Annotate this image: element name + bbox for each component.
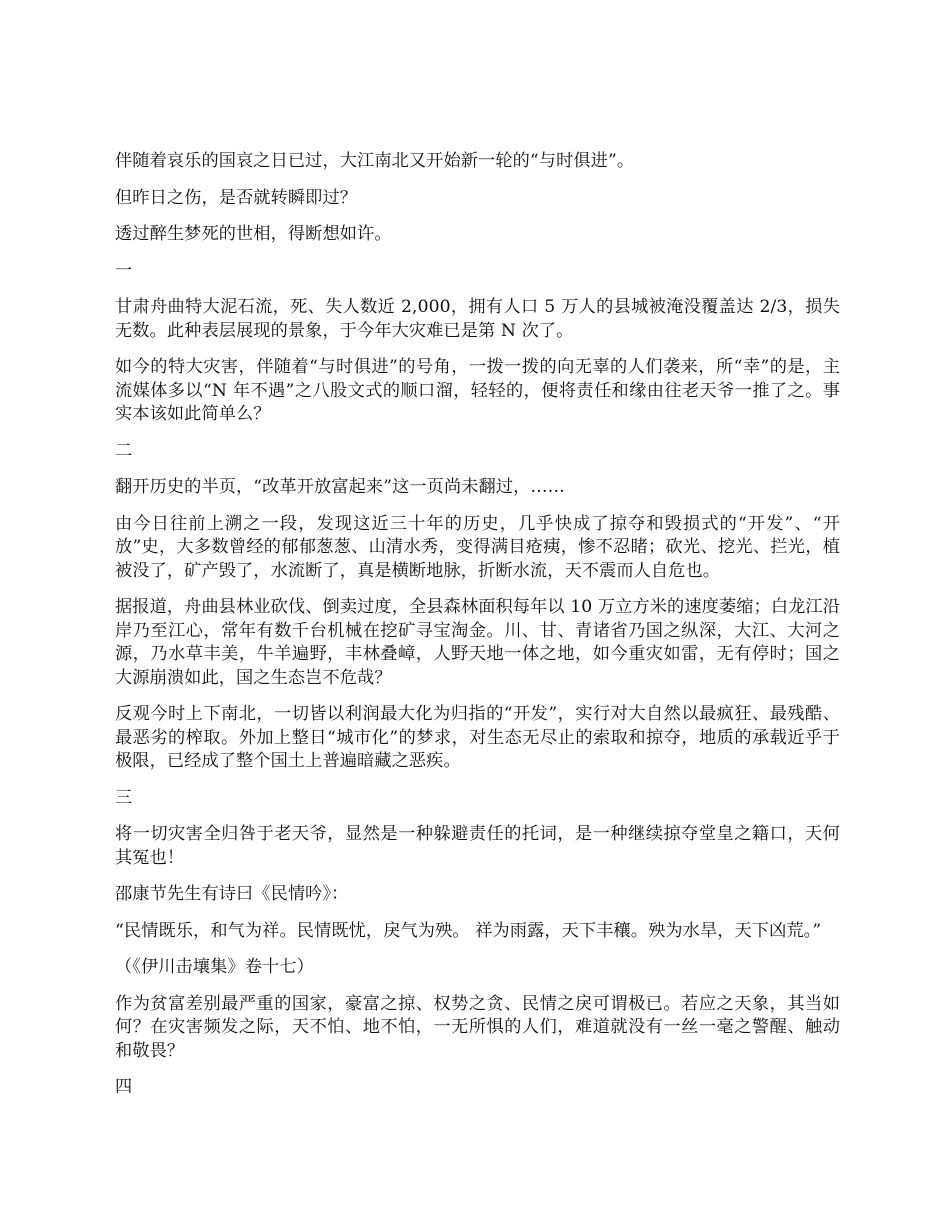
citation: （《伊川击壤集》卷十七） <box>115 957 314 977</box>
section-heading-4: 四 <box>115 1077 133 1097</box>
paragraph: 甘肃舟曲特大泥石流，死、失人数近 2,000，拥有人口 5 万人的县城被淹没覆盖达 2/3，损失无数。此种表层展现的景象，于今年大灾难已是第 N 次了。 <box>115 297 840 341</box>
section-heading-3: 三 <box>115 787 133 808</box>
paragraph: 透过醉生梦死的世相，得断想如许。 <box>115 224 392 244</box>
document-body <box>115 150 840 1113</box>
paragraph: 翻开历史的半页，“改革开放富起来”这一页尚未翻过，…… <box>115 477 565 497</box>
section-heading-1: 一 <box>115 260 133 281</box>
paragraph: 但昨日之伤，是否就转瞬即过？ <box>115 187 358 208</box>
paragraph: 反观今时上下南北，一切皆以利润最大化为归指的“开发”，实行对大自然以最疯狂、最残酷、最恶劣的榨取。外加上整日“城市化”的梦求，对生态无尽止的索取和掠夺，地质的承载近乎于极限，已经成了整个国土上普遍暗藏之恶疾。 <box>115 704 840 771</box>
section-heading-2: 二 <box>115 440 133 461</box>
poem-quote: “民情既乐，和气为祥。民情既忧，戾气为殃。 祥为雨露，天下丰穰。殃为水旱，天下凶荒。” <box>115 920 822 941</box>
paragraph: 伴随着哀乐的国哀之日已过，大江南北又开始新一轮的“与时俱进”。 <box>115 151 635 171</box>
paragraph: 将一切灾害全归咎于老天爷，显然是一种躲避责任的托词，是一种继续掠夺堂皇之籍口，天何其冤也！ <box>115 824 840 868</box>
paragraph: 如今的特大灾害，伴随着“与时俱进”的号角，一拨一拨的向无辜的人们袭来，所“幸”的是，主流媒体多以“N 年不遇”之八股文式的顺口溜，轻轻的，便将责任和缘由往老天爷一推了之。事实本该如此简单么？ <box>115 357 840 424</box>
paragraph: 邵康节先生有诗曰《民情吟》： <box>115 884 349 904</box>
paragraph: 据报道，舟曲县林业砍伐、倒卖过度，全县森林面积每年以 10 万立方米的速度萎缩；白龙江沿岸乃至江心，常年有数千台机械在挖矿寻宝淘金。川、甘、青诸省乃国之纵深，大江、大河之源，乃水草丰美，牛羊遍野，丰林叠嶂，人野天地一体之地，如今重灾如雷，无有停时；国之大源崩溃如此，国之生态岂不危哉？ <box>115 597 840 688</box>
paragraph: 由今日往前上溯之一段，发现这近三十年的历史，几乎快成了掠夺和毁损式的“开发”、“开放”史，大多数曾经的郁郁葱葱、山清水秀，变得满目疮痍，惨不忍睹；砍光、挖光、拦光，植被没了，矿产毁了，水流断了，真是横断地脉，折断水流，天不震而人自危也。 <box>115 513 840 581</box>
paragraph: 作为贫富差别最严重的国家，豪富之掠、权势之贪、民情之戾可谓极已。若应之天象，其当如何？在灾害频发之际，天不怕、地不怕，一无所惧的人们，难道就没有一丝一毫之警醒、触动和敬畏？ <box>115 993 840 1061</box>
